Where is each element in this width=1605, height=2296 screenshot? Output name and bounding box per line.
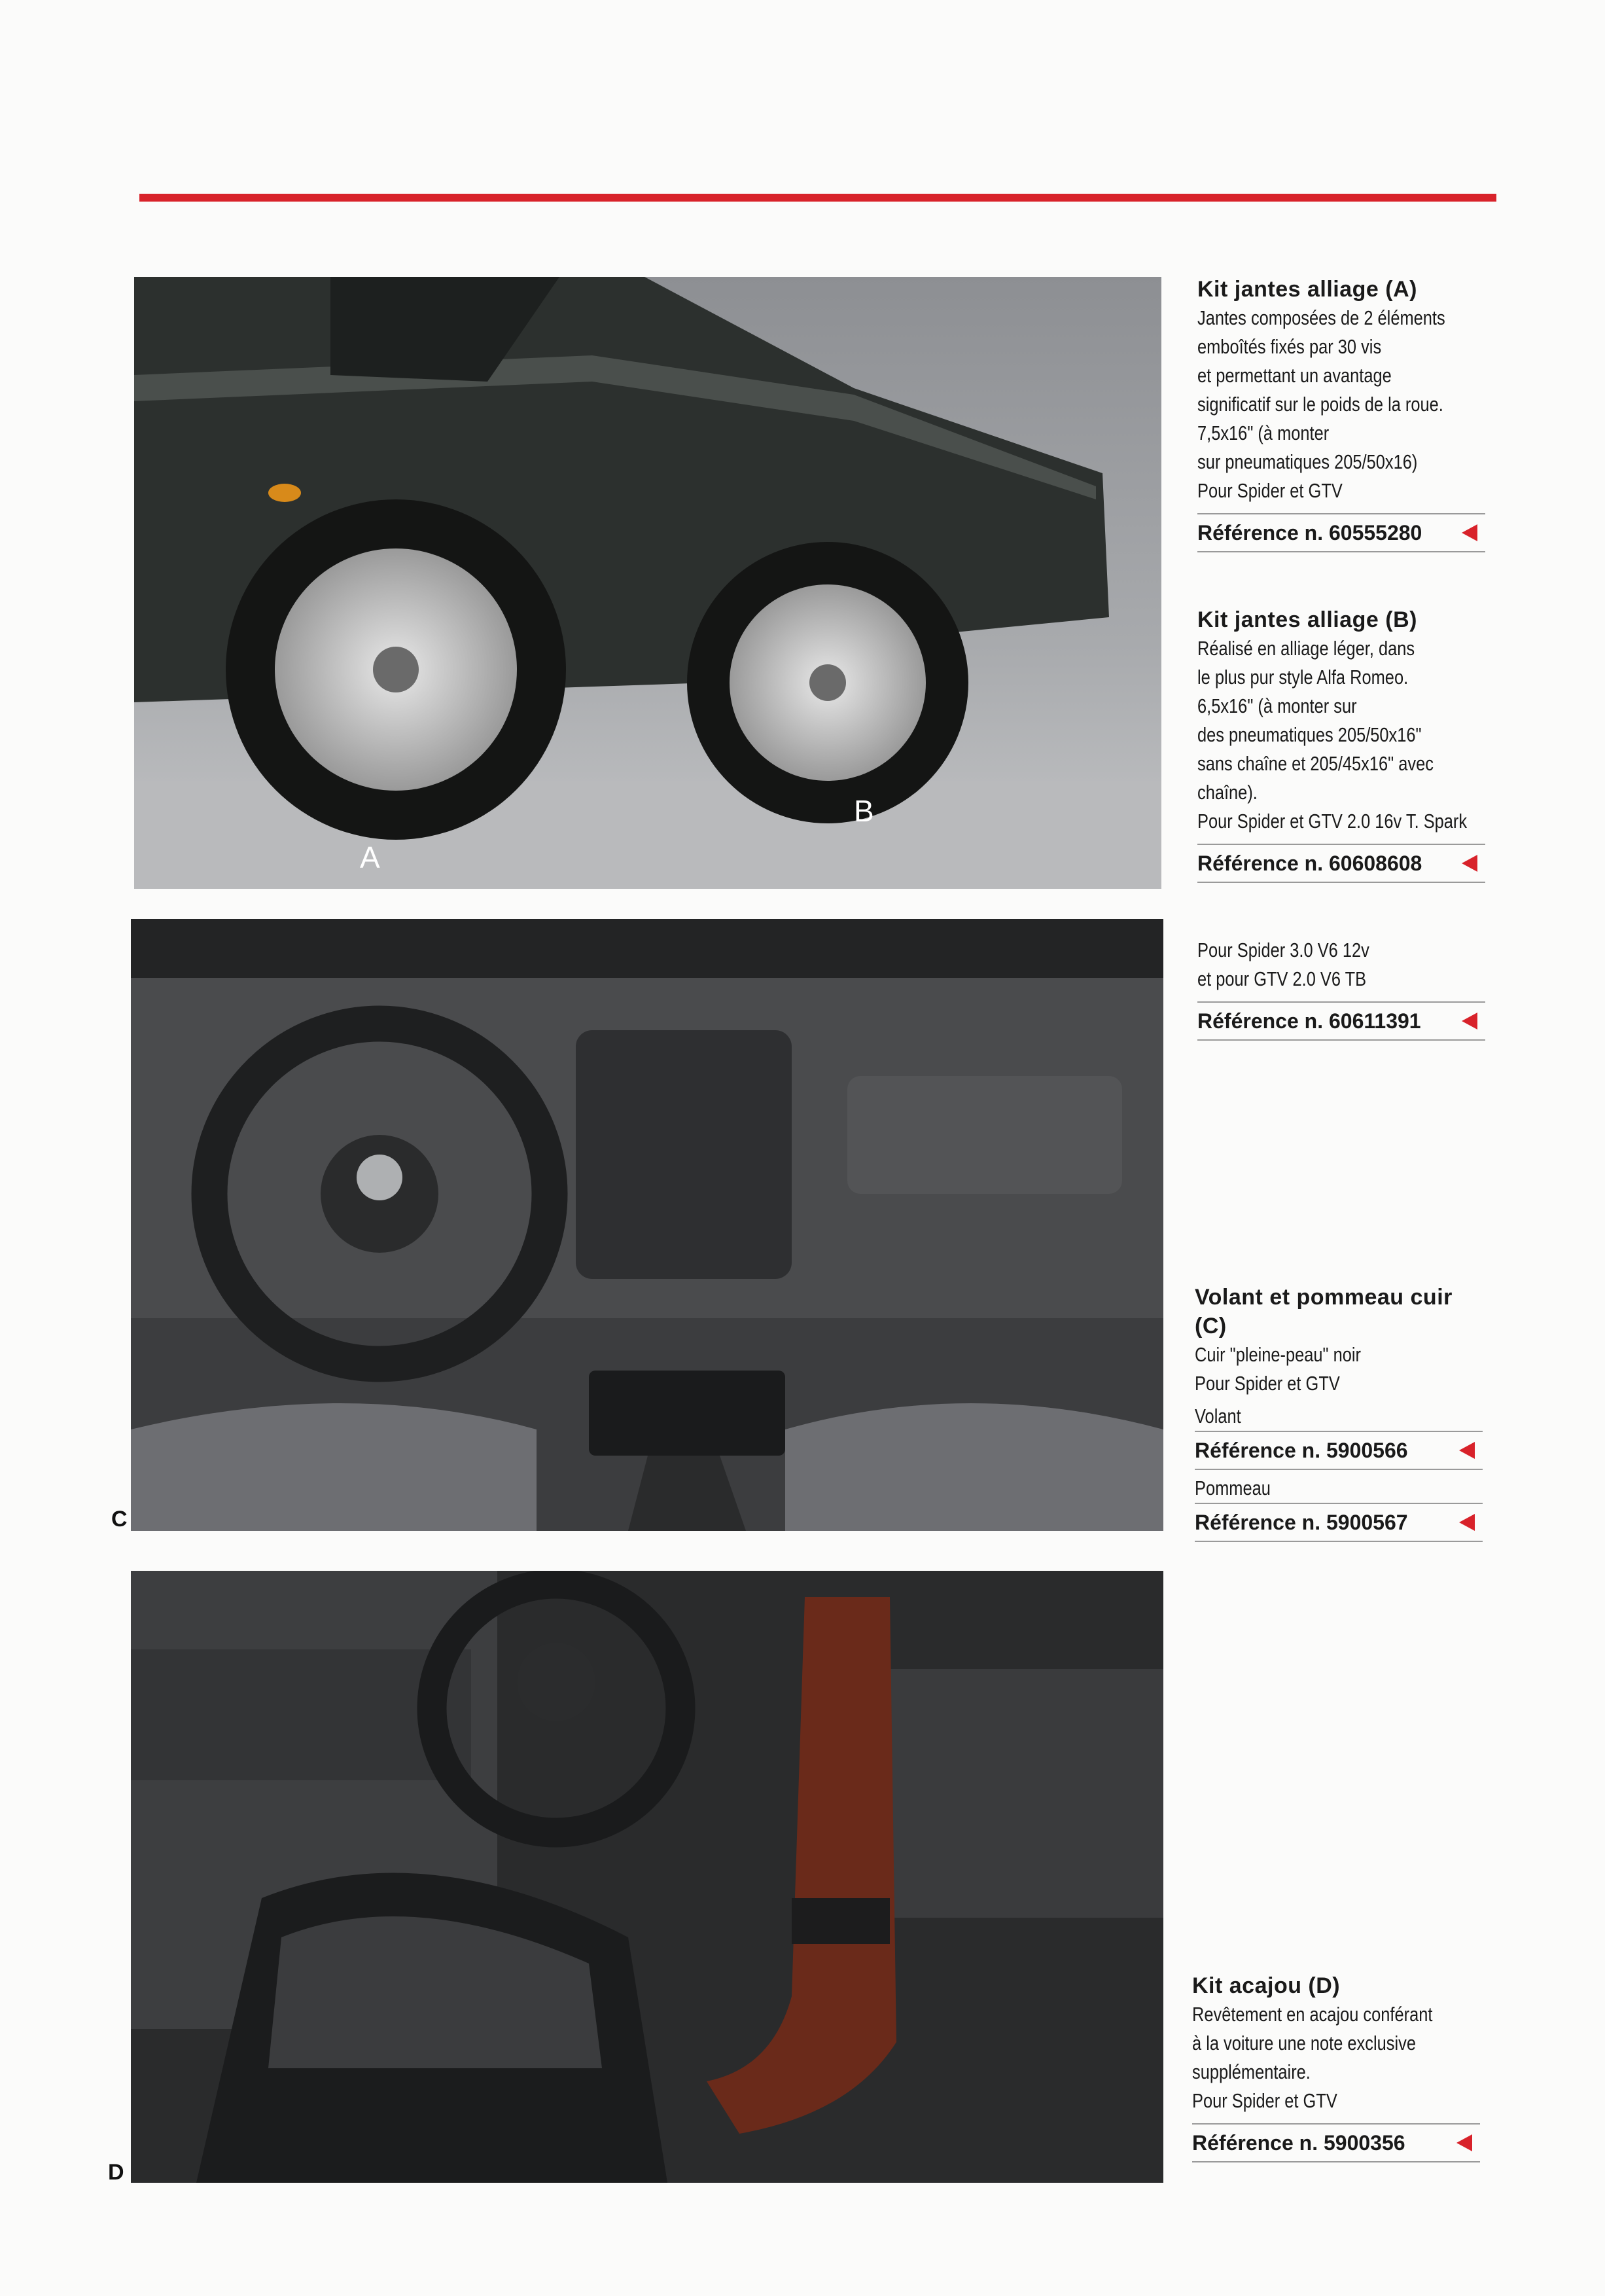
reference-row xyxy=(1192,2123,1480,2162)
reference-row xyxy=(1197,513,1485,552)
product-wheel-kit-a xyxy=(1197,275,1485,552)
arrow-left-icon xyxy=(1462,855,1477,872)
product-title: Volant et pommeau cuir (C) xyxy=(1195,1285,1453,1338)
dashboard-side-label: C xyxy=(111,1507,128,1532)
reference-number: Référence n. 5900356 xyxy=(1192,2131,1405,2155)
reference-number: Référence n. 60608608 xyxy=(1197,852,1422,875)
reference-number: Référence n. 5900566 xyxy=(1195,1439,1408,1462)
arrow-left-icon xyxy=(1456,2134,1472,2151)
product-description: Réalisé en alliage léger, dans le plus pur style Alfa Romeo. 6,5x16" (à monter sur des pneumatiques 205/50x16" sans chaîne et 205/45x16" avec chaîne). Pour Spider et GTV 2.0 16v T. Spark xyxy=(1197,637,1468,833)
product-title: Kit jantes alliage (B) xyxy=(1197,607,1417,632)
subitem-label: Pommeau xyxy=(1195,1477,1271,1499)
product-title: Kit acajou (D) xyxy=(1192,1973,1341,1998)
arrow-left-icon xyxy=(1462,1013,1477,1030)
arrow-left-icon xyxy=(1459,1514,1475,1531)
reference-row xyxy=(1197,844,1485,883)
subitem-label: Volant xyxy=(1195,1405,1241,1427)
arrow-left-icon xyxy=(1462,524,1477,541)
product-steering-wheel-knob xyxy=(1195,1283,1483,1542)
reference-number: Référence n. 60555280 xyxy=(1197,521,1422,545)
header-red-rule xyxy=(139,194,1496,202)
wheels-photo xyxy=(134,277,1161,889)
wheel-label-a: A xyxy=(360,840,380,874)
product-description: Pour Spider 3.0 V6 12v et pour GTV 2.0 V6 TB xyxy=(1197,939,1369,990)
dashboard-photo xyxy=(131,919,1163,1531)
reference-number: Référence n. 5900567 xyxy=(1195,1511,1408,1534)
wheel-label-b: B xyxy=(854,794,874,828)
product-description: Cuir "pleine-peau" noir Pour Spider et GTV xyxy=(1195,1343,1362,1395)
interior-side-label: D xyxy=(108,2160,124,2185)
product-title: Kit jantes alliage (A) xyxy=(1197,277,1417,302)
reference-row xyxy=(1195,1503,1483,1542)
arrow-left-icon xyxy=(1459,1442,1475,1459)
reference-number: Référence n. 60611391 xyxy=(1197,1009,1421,1033)
interior-photo xyxy=(131,1571,1163,2183)
product-wheel-kit-b xyxy=(1197,605,1485,883)
product-wheel-kit-b-v6 xyxy=(1197,936,1485,1041)
product-description: Jantes composées de 2 éléments emboîtés fixés par 30 vis et permettant un avantage significatif sur le poids de la roue. 7,5x16" (à monter sur pneumatiques 205/50x16) Pour Spider et GTV xyxy=(1197,306,1445,502)
reference-row xyxy=(1197,1001,1485,1041)
product-description: Revêtement en acajou conférant à la voiture une note exclusive supplémentaire. Pour Spider et GTV xyxy=(1192,2003,1433,2112)
reference-row xyxy=(1195,1431,1483,1470)
product-mahogany-kit xyxy=(1192,1971,1480,2162)
